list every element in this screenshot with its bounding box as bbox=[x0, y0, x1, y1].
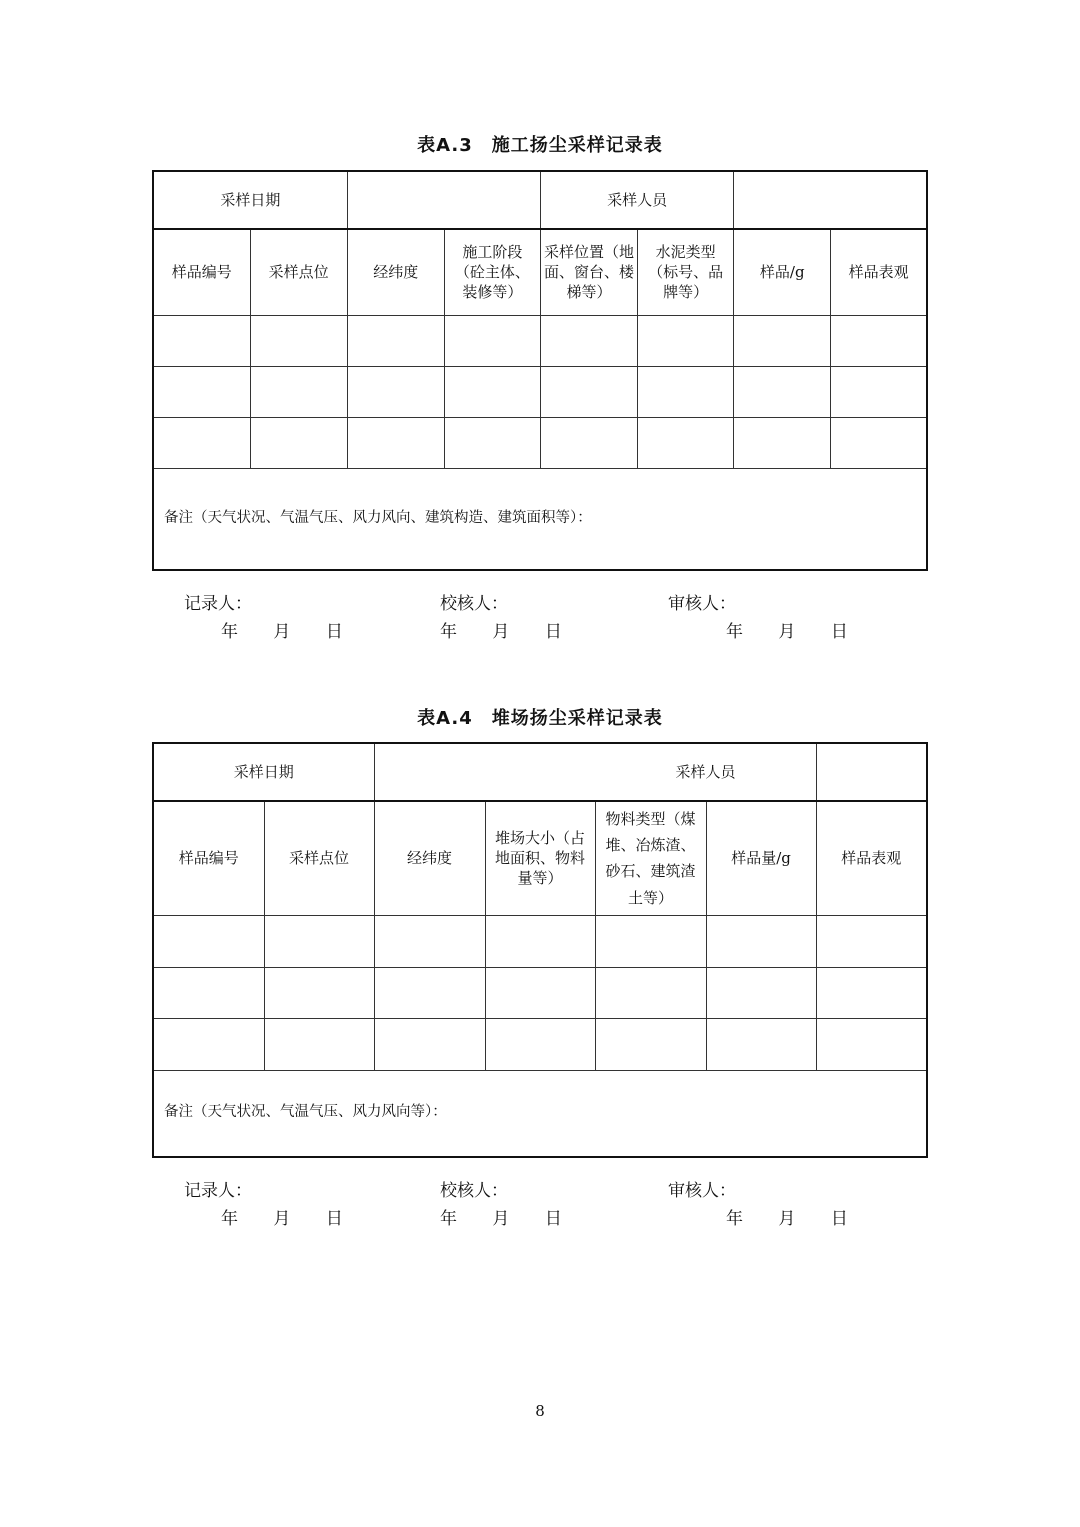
column-header: 经纬度 bbox=[347, 229, 444, 315]
reviewer-date bbox=[726, 1204, 848, 1229]
table-a3 bbox=[152, 170, 928, 571]
table-cell[interactable] bbox=[540, 417, 637, 468]
table-cell[interactable] bbox=[638, 315, 734, 366]
table-cell[interactable] bbox=[485, 1018, 595, 1070]
reviewer-label: 审核人： bbox=[668, 594, 736, 614]
checker-label: 校核人： bbox=[440, 1181, 508, 1201]
table-cell[interactable] bbox=[374, 915, 485, 967]
reviewer-date bbox=[726, 617, 848, 642]
sampling-person-field[interactable] bbox=[816, 743, 927, 801]
column-header: 物料类型（煤堆、冶炼渣、砂石、建筑渣土等） bbox=[595, 801, 706, 915]
column-header: 堆场大小（占地面积、物料量等） bbox=[485, 801, 595, 915]
sampling-person-field[interactable] bbox=[734, 171, 927, 229]
table-cell[interactable] bbox=[734, 417, 831, 468]
column-header: 样品/g bbox=[734, 229, 831, 315]
table-cell[interactable] bbox=[706, 967, 816, 1018]
column-header: 采样点位 bbox=[250, 229, 347, 315]
year-label: 年 bbox=[440, 622, 457, 642]
column-header: 样品表观 bbox=[816, 801, 927, 915]
table-cell[interactable] bbox=[706, 1018, 816, 1070]
table-cell[interactable] bbox=[734, 315, 831, 366]
table-header-row bbox=[153, 801, 927, 915]
day-label: 日 bbox=[325, 1209, 343, 1229]
table-row bbox=[153, 915, 927, 967]
table-cell[interactable] bbox=[153, 1018, 264, 1070]
column-header: 水泥类型（标号、品牌等） bbox=[638, 229, 734, 315]
day-label: 日 bbox=[325, 622, 343, 642]
column-header: 样品编号 bbox=[153, 229, 250, 315]
column-header: 施工阶段（砼主体、装修等） bbox=[444, 229, 540, 315]
day-label: 日 bbox=[830, 1209, 848, 1229]
year-label: 年 bbox=[440, 1209, 457, 1229]
year-label: 年 bbox=[221, 1209, 238, 1229]
table-cell[interactable] bbox=[264, 1018, 374, 1070]
table-row bbox=[153, 417, 927, 468]
month-label: 月 bbox=[492, 1209, 510, 1229]
table-cell[interactable] bbox=[374, 967, 485, 1018]
month-label: 月 bbox=[273, 622, 291, 642]
recorder-label: 记录人： bbox=[184, 594, 252, 614]
recorder-label: 记录人： bbox=[184, 1181, 252, 1201]
month-label: 月 bbox=[273, 1209, 291, 1229]
table-cell[interactable] bbox=[831, 366, 927, 417]
month-label: 月 bbox=[778, 1209, 796, 1229]
sampling-date-field[interactable] bbox=[347, 171, 540, 229]
table-cell[interactable] bbox=[540, 315, 637, 366]
day-label: 日 bbox=[544, 1209, 562, 1229]
table-cell[interactable] bbox=[250, 366, 347, 417]
table-a4-title: 表A.4 堆场扬尘采样记录表 bbox=[417, 708, 663, 729]
table-cell[interactable] bbox=[444, 417, 540, 468]
reviewer-label: 审核人： bbox=[668, 1181, 736, 1201]
sampling-date-field[interactable] bbox=[374, 743, 595, 801]
table-cell[interactable] bbox=[816, 915, 927, 967]
table-cell[interactable] bbox=[250, 315, 347, 366]
table-cell[interactable] bbox=[347, 315, 444, 366]
column-header: 样品编号 bbox=[153, 801, 264, 915]
table-cell[interactable] bbox=[831, 417, 927, 468]
month-label: 月 bbox=[492, 622, 510, 642]
column-header: 采样点位 bbox=[264, 801, 374, 915]
table-cell[interactable] bbox=[264, 967, 374, 1018]
checker-date bbox=[440, 1204, 562, 1229]
sampling-person-label: 采样人员 bbox=[540, 171, 733, 229]
table-cell[interactable] bbox=[816, 967, 927, 1018]
table-a3-title: 表A.3 施工扬尘采样记录表 bbox=[417, 135, 663, 156]
checker-label: 校核人： bbox=[440, 594, 508, 614]
table-cell[interactable] bbox=[250, 417, 347, 468]
column-header: 样品表观 bbox=[831, 229, 927, 315]
sampling-person-label: 采样人员 bbox=[595, 743, 816, 801]
table-cell[interactable] bbox=[595, 1018, 706, 1070]
table-cell[interactable] bbox=[347, 417, 444, 468]
year-label: 年 bbox=[726, 1209, 743, 1229]
table-cell[interactable] bbox=[638, 366, 734, 417]
table-cell[interactable] bbox=[264, 915, 374, 967]
page-number: 8 bbox=[535, 1402, 545, 1420]
table-cell[interactable] bbox=[540, 366, 637, 417]
table-row bbox=[153, 315, 927, 366]
table-cell[interactable] bbox=[831, 315, 927, 366]
year-label: 年 bbox=[221, 622, 238, 642]
table-cell[interactable] bbox=[638, 417, 734, 468]
table-cell[interactable] bbox=[153, 417, 250, 468]
table-cell[interactable] bbox=[153, 915, 264, 967]
table-cell[interactable] bbox=[444, 315, 540, 366]
day-label: 日 bbox=[830, 622, 848, 642]
sampling-date-label: 采样日期 bbox=[153, 743, 374, 801]
table-cell[interactable] bbox=[444, 366, 540, 417]
table-cell[interactable] bbox=[706, 915, 816, 967]
table-cell[interactable] bbox=[347, 366, 444, 417]
column-header: 经纬度 bbox=[374, 801, 485, 915]
table-row bbox=[153, 1018, 927, 1070]
table-cell[interactable] bbox=[595, 915, 706, 967]
checker-date bbox=[440, 617, 562, 642]
table-cell[interactable] bbox=[485, 967, 595, 1018]
remarks-field[interactable]: 备注（天气状况、气温气压、风力风向、建筑构造、建筑面积等）： bbox=[153, 468, 927, 570]
column-header: 样品量/g bbox=[706, 801, 816, 915]
table-cell[interactable] bbox=[595, 967, 706, 1018]
table-row bbox=[153, 366, 927, 417]
day-label: 日 bbox=[544, 622, 562, 642]
column-header: 采样位置（地面、窗台、楼梯等） bbox=[540, 229, 637, 315]
recorder-date bbox=[221, 617, 343, 642]
table-cell[interactable] bbox=[153, 967, 264, 1018]
table-row bbox=[153, 967, 927, 1018]
table-cell[interactable] bbox=[374, 1018, 485, 1070]
table-cell[interactable] bbox=[485, 915, 595, 967]
table-header-row bbox=[153, 229, 927, 315]
table-cell[interactable] bbox=[816, 1018, 927, 1070]
month-label: 月 bbox=[778, 622, 796, 642]
table-cell[interactable] bbox=[153, 366, 250, 417]
remarks-field[interactable]: 备注（天气状况、气温气压、风力风向等）： bbox=[153, 1070, 927, 1157]
recorder-date bbox=[221, 1204, 343, 1229]
table-a4 bbox=[152, 742, 928, 1158]
table-cell[interactable] bbox=[153, 315, 250, 366]
table-cell[interactable] bbox=[734, 366, 831, 417]
year-label: 年 bbox=[726, 622, 743, 642]
sampling-date-label: 采样日期 bbox=[153, 171, 347, 229]
